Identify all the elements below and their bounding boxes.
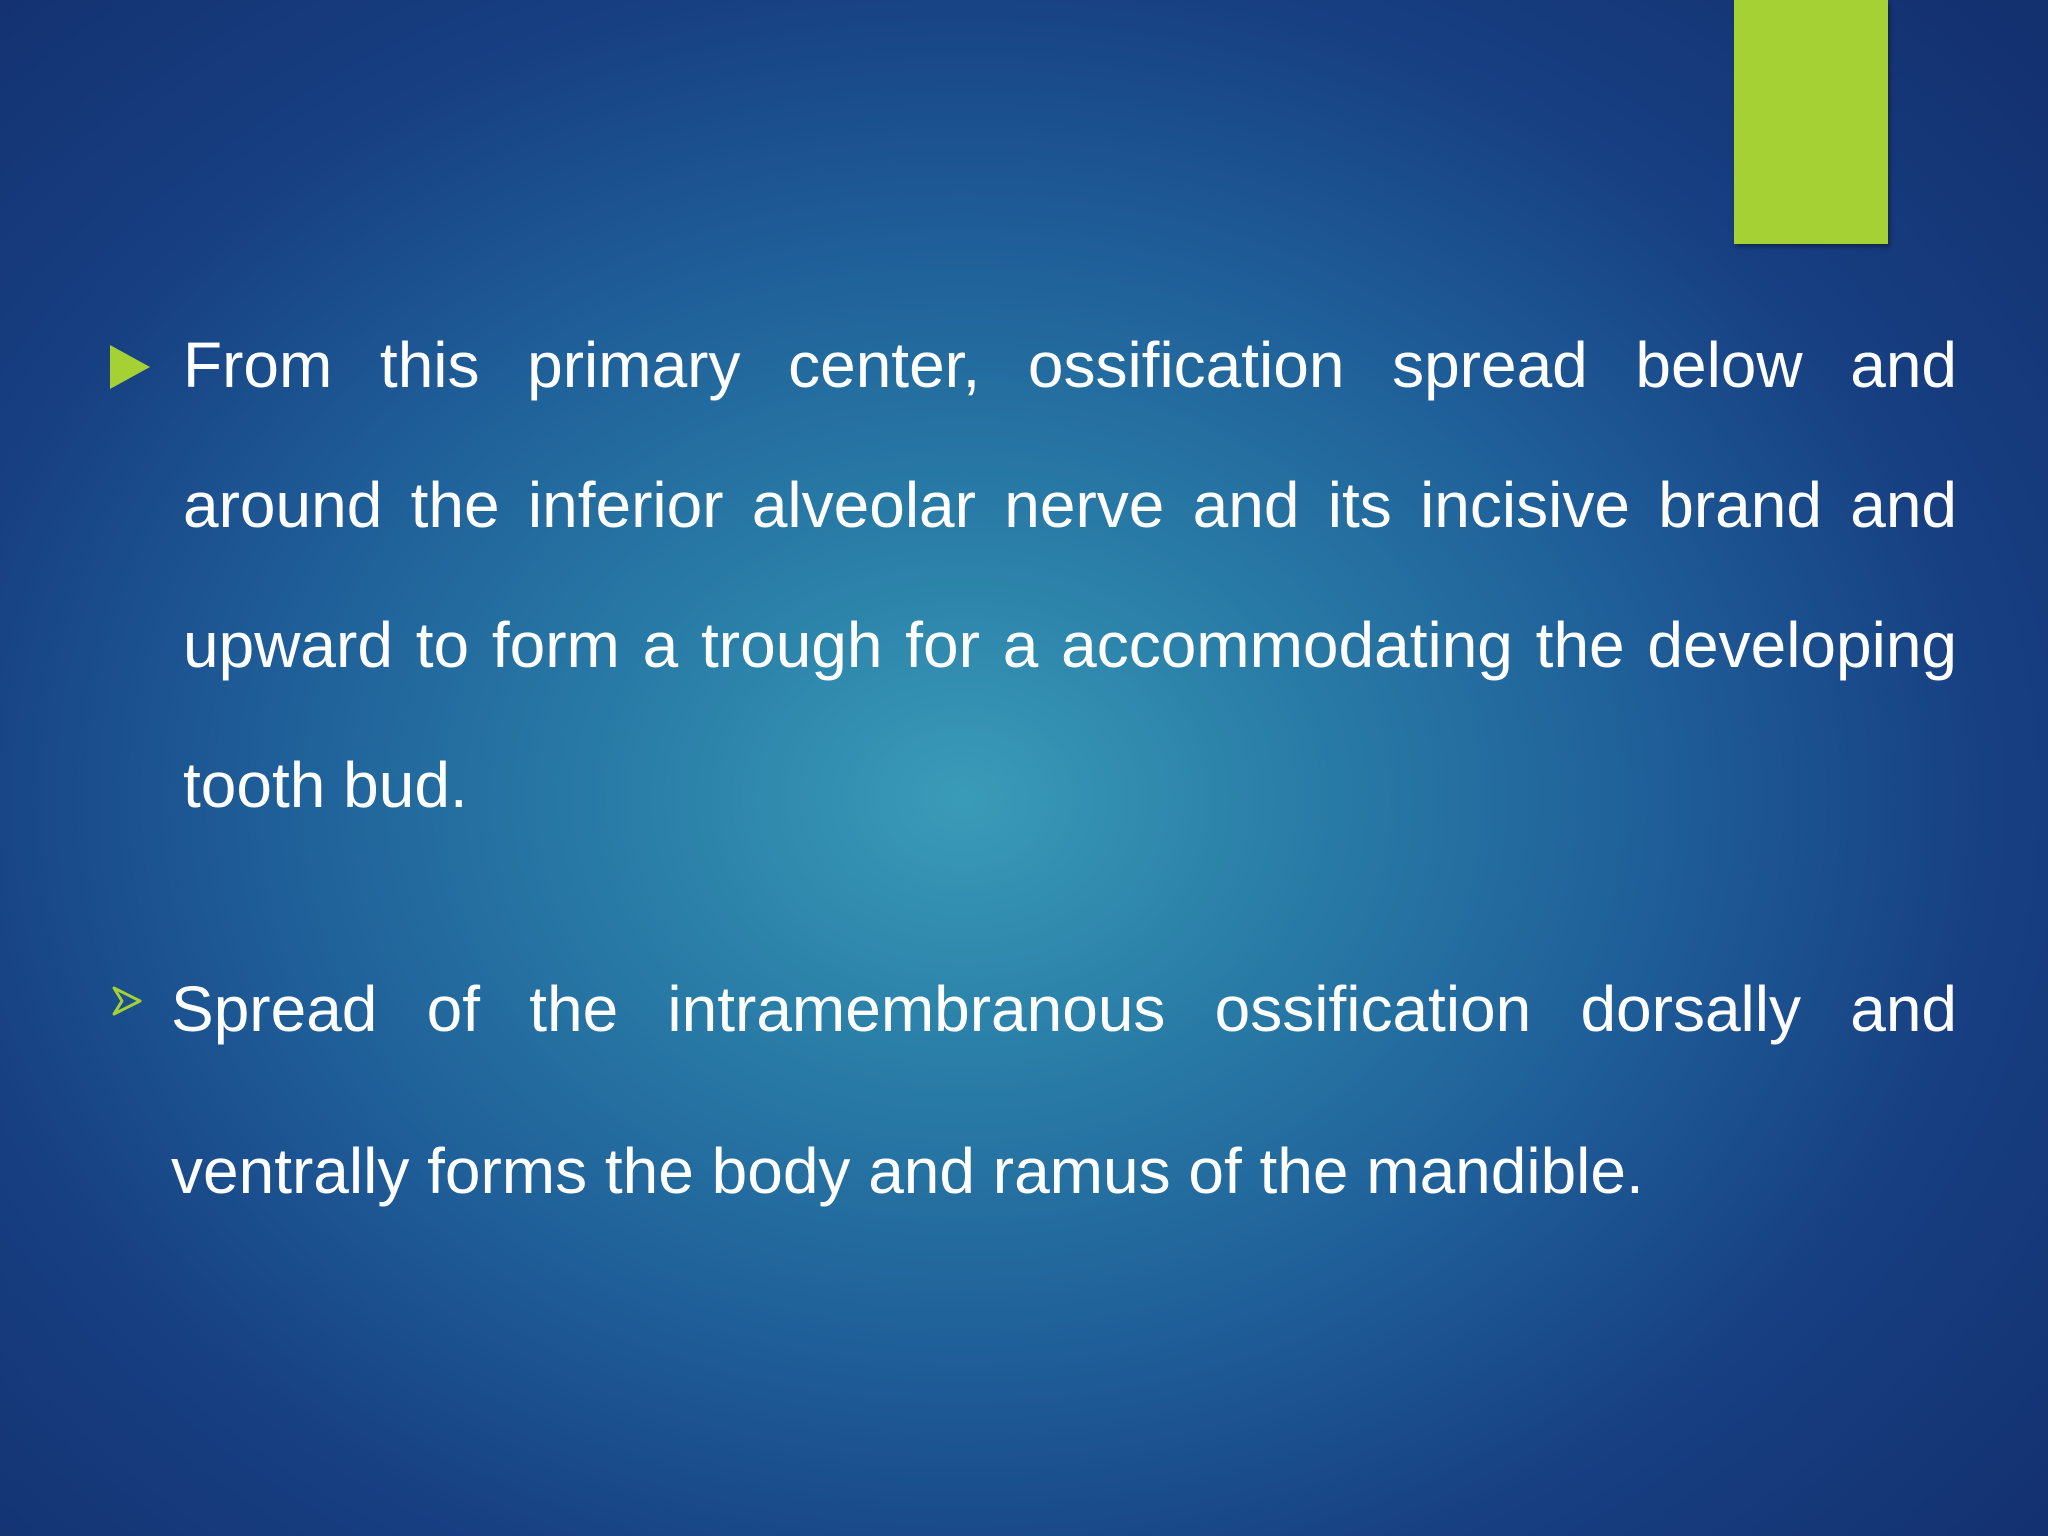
bullet-text-2: Spread of the intramembranous ossification dorsally and ventrally forms the body and ramus of the mandible. [171,973,1957,1207]
chevron-bullet-icon [110,984,144,1018]
bullet-text-1: From this primary center, ossification spread below and around the inferior alveolar nerve and its incisive brand and upward to form a trough for a accommodating the developing tooth bud. [183,329,1957,821]
accent-bar [1734,0,1888,244]
triangle-bullet-icon [110,345,150,389]
